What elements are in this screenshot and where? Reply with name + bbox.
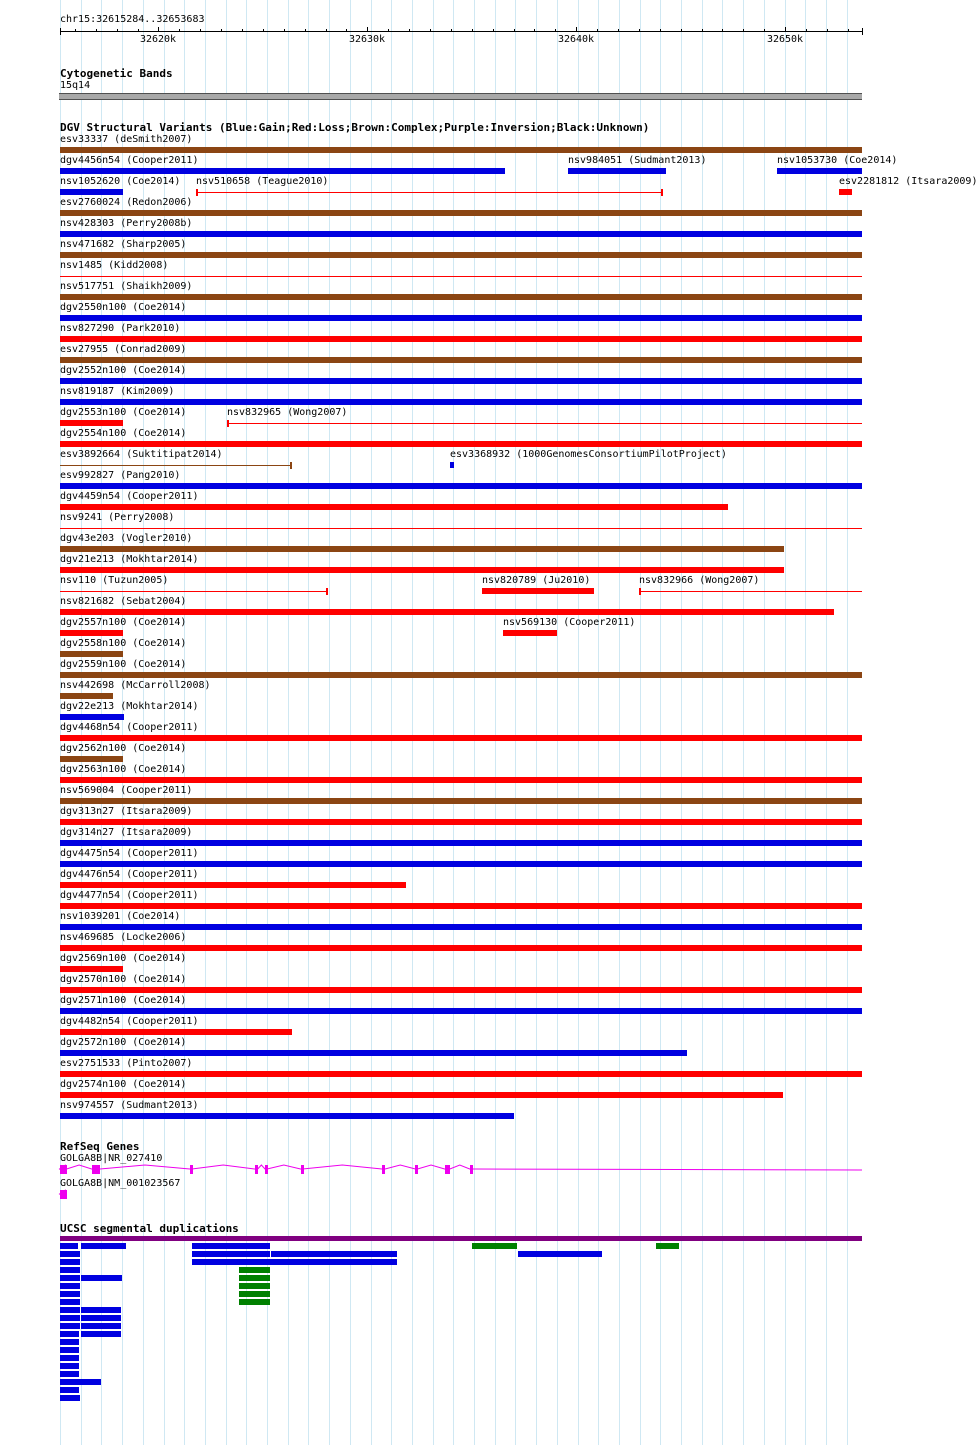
dgv-feature-bar[interactable]: [60, 1050, 687, 1056]
dgv-feature-label[interactable]: dgv2563n100 (Coe2014): [60, 764, 187, 775]
dgv-feature-label[interactable]: nsv469685 (Locke2006): [60, 932, 187, 943]
dgv-feature-bar[interactable]: [196, 192, 663, 193]
dgv-feature-label[interactable]: dgv2550n100 (Coe2014): [60, 302, 187, 313]
dgv-feature-label[interactable]: nsv827290 (Park2010): [60, 323, 181, 334]
ruler-minor-tick: [117, 29, 118, 32]
segdup-feature[interactable]: [60, 1387, 79, 1393]
grid-line: [702, 0, 703, 1445]
segdup-feature[interactable]: [60, 1259, 80, 1265]
refseq-exon[interactable]: [415, 1165, 418, 1174]
segdup-feature[interactable]: [60, 1371, 79, 1377]
ruler-minor-tick: [326, 29, 327, 32]
ruler-major-tick: [158, 27, 159, 32]
ruler-minor-tick: [200, 29, 201, 32]
dgv-feature-label[interactable]: dgv43e203 (Vogler2010): [60, 533, 193, 544]
ruler-minor-tick: [242, 29, 243, 32]
dgv-feature-bar[interactable]: [60, 252, 862, 258]
dgv-feature-label[interactable]: esv2751533 (Pinto2007): [60, 1058, 193, 1069]
segdup-feature[interactable]: [60, 1347, 79, 1353]
dgv-feature-label[interactable]: nsv819187 (Kim2009): [60, 386, 175, 397]
segdup-feature[interactable]: [60, 1243, 78, 1249]
ruler-minor-tick: [221, 29, 222, 32]
ruler-minor-tick: [743, 29, 744, 32]
ruler-minor-tick: [96, 29, 97, 32]
dgv-feature-bar[interactable]: [60, 591, 328, 592]
refseq-exon[interactable]: [470, 1165, 473, 1174]
grid-line: [764, 0, 765, 1445]
dgv-feature-label[interactable]: dgv4482n54 (Cooper2011): [60, 1016, 199, 1027]
ruler-minor-tick: [514, 29, 515, 32]
grid-line: [474, 0, 475, 1445]
cytoband-track-title[interactable]: Cytogenetic Bands: [60, 67, 173, 80]
dgv-feature-label[interactable]: dgv2570n100 (Coe2014): [60, 974, 187, 985]
dgv-feature-label[interactable]: esv27955 (Conrad2009): [60, 344, 187, 355]
dgv-feature-label[interactable]: nsv428303 (Perry2008b): [60, 218, 193, 229]
segdup-feature[interactable]: [239, 1275, 270, 1281]
grid-line: [536, 0, 537, 1445]
dgv-feature-bar[interactable]: [60, 777, 862, 783]
dgv-feature-label[interactable]: nsv1039201 (Coe2014): [60, 911, 181, 922]
segdup-feature[interactable]: [60, 1315, 80, 1321]
segdup-track-title[interactable]: UCSC segmental duplications: [60, 1222, 239, 1235]
dgv-feature-label[interactable]: dgv4459n54 (Cooper2011): [60, 491, 199, 502]
refseq-exon[interactable]: [265, 1165, 268, 1174]
segdup-feature[interactable]: [472, 1243, 517, 1249]
dgv-feature-label[interactable]: dgv4477n54 (Cooper2011): [60, 890, 199, 901]
ruler-minor-tick: [555, 29, 556, 32]
segdup-feature[interactable]: [60, 1323, 80, 1329]
grid-line: [288, 0, 289, 1445]
grid-line: [412, 0, 413, 1445]
dgv-feature-bar[interactable]: [60, 609, 834, 615]
dgv-feature-label[interactable]: dgv2557n100 (Coe2014): [60, 617, 187, 628]
dgv-feature-bar[interactable]: [639, 591, 862, 592]
dgv-feature-bar[interactable]: [60, 231, 862, 237]
dgv-feature-label[interactable]: dgv2558n100 (Coe2014): [60, 638, 187, 649]
segdup-feature[interactable]: [81, 1315, 121, 1321]
segdup-feature[interactable]: [192, 1259, 397, 1265]
ruler-left-arrow: [60, 28, 61, 35]
segdup-feature[interactable]: [81, 1275, 122, 1281]
ruler-minor-tick: [660, 29, 661, 32]
segdup-feature[interactable]: [81, 1307, 121, 1313]
dgv-feature-label[interactable]: nsv832965 (Wong2007): [227, 407, 348, 418]
ruler-minor-tick: [388, 29, 389, 32]
dgv-feature-label[interactable]: nsv984051 (Sudmant2013): [568, 155, 707, 166]
dgv-feature-label[interactable]: nsv471682 (Sharp2005): [60, 239, 187, 250]
ruler-label: 32620k: [139, 34, 177, 45]
dgv-feature-bar[interactable]: [60, 567, 784, 573]
dgv-feature-endcap: [661, 189, 663, 196]
dgv-feature-bar[interactable]: [60, 819, 862, 825]
dgv-feature-bar[interactable]: [60, 1113, 514, 1119]
grid-line: [660, 0, 661, 1445]
ruler-minor-tick: [534, 29, 535, 32]
dgv-feature-label[interactable]: dgv2572n100 (Coe2014): [60, 1037, 187, 1048]
dgv-feature-label[interactable]: nsv110 (Tuzun2005): [60, 575, 169, 586]
dgv-feature-bar[interactable]: [60, 714, 124, 720]
dgv-feature-bar[interactable]: [60, 420, 123, 426]
segdup-feature[interactable]: [60, 1363, 79, 1369]
dgv-feature-bar[interactable]: [450, 462, 454, 468]
ruler-major-tick: [576, 27, 577, 32]
ruler-minor-tick: [827, 29, 828, 32]
dgv-feature-bar[interactable]: [60, 378, 862, 384]
dgv-feature-bar[interactable]: [60, 441, 862, 447]
grid-line: [722, 0, 723, 1445]
dgv-feature-bar[interactable]: [60, 672, 862, 678]
dgv-feature-label[interactable]: dgv314n27 (Itsara2009): [60, 827, 193, 838]
segdup-feature[interactable]: [60, 1291, 80, 1297]
dgv-feature-label[interactable]: nsv569004 (Cooper2011): [60, 785, 193, 796]
dgv-feature-bar[interactable]: [60, 945, 862, 951]
dgv-feature-label[interactable]: nsv974557 (Sudmant2013): [60, 1100, 199, 1111]
segdup-feature[interactable]: [192, 1251, 270, 1257]
ruler-minor-tick: [284, 29, 285, 32]
dgv-feature-bar[interactable]: [777, 168, 862, 174]
ruler-minor-tick: [409, 29, 410, 32]
dgv-feature-label[interactable]: dgv2553n100 (Coe2014): [60, 407, 187, 418]
dgv-feature-bar[interactable]: [568, 168, 666, 174]
dgv-feature-bar[interactable]: [60, 147, 862, 153]
dgv-feature-label[interactable]: dgv2552n100 (Coe2014): [60, 365, 187, 376]
dgv-feature-bar[interactable]: [60, 276, 862, 277]
dgv-feature-label[interactable]: dgv2559n100 (Coe2014): [60, 659, 187, 670]
dgv-track-title[interactable]: DGV Structural Variants (Blue:Gain;Red:Loss;Brown:Complex;Purple:Inversion;Black:Unknown): [60, 121, 650, 134]
segdup-feature[interactable]: [60, 1251, 80, 1257]
grid-line: [308, 0, 309, 1445]
dgv-feature-label[interactable]: dgv2574n100 (Coe2014): [60, 1079, 187, 1090]
dgv-feature-endcap: [326, 588, 328, 595]
dgv-feature-label[interactable]: nsv442698 (McCarroll2008): [60, 680, 211, 691]
ruler-minor-tick: [702, 29, 703, 32]
segdup-feature[interactable]: [60, 1275, 80, 1281]
ruler-minor-tick: [597, 29, 598, 32]
segdup-feature[interactable]: [60, 1339, 79, 1345]
segdup-feature[interactable]: [60, 1267, 80, 1273]
dgv-feature-label[interactable]: esv3368932 (1000GenomesConsortiumPilotProject): [450, 449, 727, 460]
segdup-feature[interactable]: [239, 1283, 270, 1289]
grid-line: [619, 0, 620, 1445]
dgv-feature-bar[interactable]: [60, 798, 862, 804]
dgv-feature-bar[interactable]: [60, 294, 862, 300]
dgv-feature-bar[interactable]: [60, 399, 862, 405]
position-label: chr15:32615284..32653683: [60, 14, 205, 25]
dgv-feature-label[interactable]: dgv313n27 (Itsara2009): [60, 806, 193, 817]
dgv-feature-label[interactable]: nsv9241 (Perry2008): [60, 512, 175, 523]
grid-line: [391, 0, 392, 1445]
refseq-intron-line: [60, 1165, 862, 1170]
ruler-axis: [60, 31, 862, 32]
dgv-feature-label[interactable]: dgv2569n100 (Coe2014): [60, 953, 187, 964]
dgv-feature-bar[interactable]: [503, 630, 557, 636]
dgv-feature-label[interactable]: dgv4468n54 (Cooper2011): [60, 722, 199, 733]
ruler-major-tick: [367, 27, 368, 32]
ruler-minor-tick: [138, 29, 139, 32]
dgv-feature-label[interactable]: nsv1485 (Kidd2008): [60, 260, 169, 271]
segdup-feature[interactable]: [239, 1299, 270, 1305]
grid-line: [329, 0, 330, 1445]
grid-line: [495, 0, 496, 1445]
dgv-feature-bar[interactable]: [60, 987, 862, 993]
grid-line: [681, 0, 682, 1445]
dgv-feature-bar[interactable]: [60, 315, 862, 321]
refseq-exon[interactable]: [255, 1165, 258, 1174]
ruler-right-arrow: [862, 28, 863, 35]
dgv-feature-bar[interactable]: [839, 189, 852, 195]
dgv-feature-bar[interactable]: [60, 966, 123, 972]
grid-line: [350, 0, 351, 1445]
dgv-feature-label[interactable]: dgv22e213 (Mokhtar2014): [60, 701, 199, 712]
ruler-minor-tick: [681, 29, 682, 32]
dgv-feature-bar[interactable]: [60, 840, 862, 846]
ruler-minor-tick: [493, 29, 494, 32]
ruler-minor-tick: [179, 29, 180, 32]
refseq-exon[interactable]: [445, 1165, 450, 1174]
dgv-feature-label[interactable]: dgv2571n100 (Coe2014): [60, 995, 187, 1006]
dgv-feature-label[interactable]: esv3892664 (Suktitipat2014): [60, 449, 223, 460]
grid-line: [805, 0, 806, 1445]
dgv-feature-endcap: [290, 462, 292, 469]
dgv-feature-label[interactable]: nsv820789 (Ju2010): [482, 575, 591, 586]
ruler-minor-tick: [346, 29, 347, 32]
grid-line: [785, 0, 786, 1445]
segdup-feature[interactable]: [271, 1251, 397, 1257]
ruler-minor-tick: [451, 29, 452, 32]
dgv-feature-bar[interactable]: [60, 903, 862, 909]
dgv-feature-label[interactable]: esv992827 (Pang2010): [60, 470, 181, 481]
dgv-feature-label[interactable]: nsv517751 (Shaikh2009): [60, 281, 193, 292]
dgv-feature-label[interactable]: esv33337 (deSmith2007): [60, 134, 193, 145]
dgv-feature-bar[interactable]: [60, 756, 123, 762]
refseq-exon[interactable]: [60, 1190, 67, 1199]
segdup-feature[interactable]: [81, 1323, 121, 1329]
segdup-feature[interactable]: [60, 1331, 79, 1337]
refseq-exon[interactable]: [382, 1165, 385, 1174]
dgv-feature-label[interactable]: nsv1053730 (Coe2014): [777, 155, 898, 166]
refseq-track-title[interactable]: RefSeq Genes: [60, 1140, 140, 1153]
segdup-feature[interactable]: [60, 1307, 80, 1313]
grid-line: [578, 0, 579, 1445]
ruler-label: 32640k: [557, 34, 595, 45]
dgv-feature-label[interactable]: esv2281812 (Itsara2009): [839, 176, 977, 187]
grid-line: [246, 0, 247, 1445]
ruler-label: 32630k: [348, 34, 386, 45]
ruler-minor-tick: [639, 29, 640, 32]
ruler-minor-tick: [75, 29, 76, 32]
dgv-feature-bar[interactable]: [60, 465, 292, 466]
ruler-minor-tick: [305, 29, 306, 32]
grid-line: [371, 0, 372, 1445]
ruler-minor-tick: [263, 29, 264, 32]
dgv-feature-bar[interactable]: [60, 1092, 783, 1098]
ruler-minor-tick: [618, 29, 619, 32]
dgv-feature-bar[interactable]: [482, 588, 594, 594]
grid-line: [847, 0, 848, 1445]
cytoband-bar[interactable]: [59, 93, 862, 100]
dgv-feature-bar[interactable]: [60, 1029, 292, 1035]
ruler-minor-tick: [722, 29, 723, 32]
ruler-minor-tick: [764, 29, 765, 32]
dgv-feature-label[interactable]: dgv4456n54 (Cooper2011): [60, 155, 199, 166]
dgv-feature-bar[interactable]: [60, 630, 123, 636]
dgv-feature-bar[interactable]: [60, 504, 728, 510]
dgv-feature-bar[interactable]: [60, 1008, 862, 1014]
dgv-feature-bar[interactable]: [60, 693, 113, 699]
segdup-feature[interactable]: [81, 1243, 126, 1249]
dgv-feature-bar[interactable]: [60, 1071, 862, 1077]
refseq-gene-label[interactable]: GOLGA8B|NR_027410: [60, 1153, 163, 1164]
dgv-feature-bar[interactable]: [227, 423, 862, 424]
dgv-feature-label[interactable]: dgv2562n100 (Coe2014): [60, 743, 187, 754]
segdup-feature[interactable]: [239, 1291, 270, 1297]
grid-line: [515, 0, 516, 1445]
dgv-feature-bar[interactable]: [60, 546, 784, 552]
dgv-feature-label[interactable]: dgv21e213 (Mokhtar2014): [60, 554, 199, 565]
dgv-feature-bar[interactable]: [60, 357, 862, 363]
dgv-feature-bar[interactable]: [60, 483, 862, 489]
segdup-feature[interactable]: [60, 1283, 80, 1289]
segdup-feature[interactable]: [81, 1331, 121, 1337]
dgv-feature-bar[interactable]: [60, 210, 862, 216]
dgv-feature-label[interactable]: nsv821682 (Sebat2004): [60, 596, 187, 607]
refseq-exon[interactable]: [190, 1165, 193, 1174]
ruler-label: 32650k: [766, 34, 804, 45]
grid-line: [743, 0, 744, 1445]
dgv-feature-label[interactable]: esv2760024 (Redon2006): [60, 197, 193, 208]
refseq-gene-label[interactable]: GOLGA8B|NM_001023567: [60, 1178, 181, 1189]
dgv-feature-label[interactable]: nsv1052620 (Coe2014): [60, 176, 181, 187]
dgv-feature-endcap: [196, 189, 198, 196]
dgv-feature-bar[interactable]: [60, 336, 862, 342]
segdup-feature[interactable]: [60, 1395, 80, 1401]
dgv-feature-label[interactable]: nsv832966 (Wong2007): [639, 575, 760, 586]
dgv-feature-bar[interactable]: [60, 168, 505, 174]
segdup-feature[interactable]: [192, 1243, 270, 1249]
refseq-exon[interactable]: [60, 1165, 67, 1174]
dgv-feature-bar[interactable]: [60, 735, 862, 741]
ruler-minor-tick: [430, 29, 431, 32]
segdup-feature[interactable]: [60, 1355, 79, 1361]
segdup-feature[interactable]: [60, 1299, 80, 1305]
dgv-feature-endcap: [639, 588, 641, 595]
dgv-feature-label[interactable]: dgv4476n54 (Cooper2011): [60, 869, 199, 880]
grid-line: [640, 0, 641, 1445]
dgv-feature-bar[interactable]: [60, 528, 862, 529]
grid-line: [598, 0, 599, 1445]
grid-line: [453, 0, 454, 1445]
grid-line: [433, 0, 434, 1445]
segdup-feature[interactable]: [239, 1267, 270, 1273]
dgv-feature-label[interactable]: nsv569130 (Cooper2011): [503, 617, 636, 628]
refseq-exon[interactable]: [92, 1165, 100, 1174]
dgv-feature-label[interactable]: nsv510658 (Teague2010): [196, 176, 329, 187]
segdup-feature[interactable]: [518, 1251, 602, 1257]
segdup-feature[interactable]: [60, 1379, 101, 1385]
ruler-major-tick: [785, 27, 786, 32]
grid-line: [557, 0, 558, 1445]
dgv-feature-bar[interactable]: [60, 924, 862, 930]
refseq-exon[interactable]: [301, 1165, 304, 1174]
dgv-feature-endcap: [227, 420, 229, 427]
segdup-full-bar[interactable]: [60, 1236, 862, 1241]
ruler-minor-tick: [472, 29, 473, 32]
segdup-feature[interactable]: [656, 1243, 679, 1249]
dgv-feature-label[interactable]: dgv2554n100 (Coe2014): [60, 428, 187, 439]
dgv-feature-bar[interactable]: [60, 189, 123, 195]
dgv-feature-bar[interactable]: [60, 861, 862, 867]
dgv-feature-bar[interactable]: [60, 882, 406, 888]
dgv-feature-label[interactable]: dgv4475n54 (Cooper2011): [60, 848, 199, 859]
grid-line: [267, 0, 268, 1445]
ruler-minor-tick: [806, 29, 807, 32]
ruler-minor-tick: [848, 29, 849, 32]
dgv-feature-bar[interactable]: [60, 651, 123, 657]
grid-line: [826, 0, 827, 1445]
cytoband-label: 15q14: [60, 80, 91, 91]
